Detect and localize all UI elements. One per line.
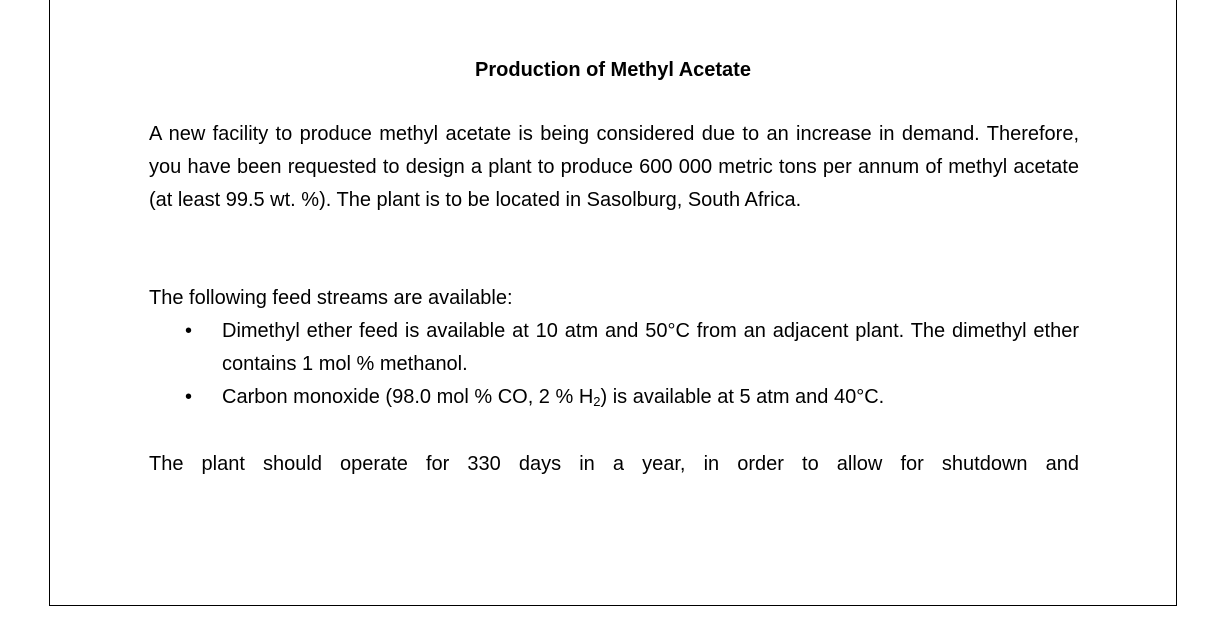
feed-item-text: Dimethyl ether feed is available at 10 atm and 50°C from an adjacent plant. The dimethyl ether contains 1 mol % methanol. <box>222 320 1079 375</box>
feed-item-dimethyl-ether <box>149 315 1079 381</box>
feeds-heading: The following feed streams are available: <box>149 287 513 309</box>
bullet-icon: • <box>185 320 193 342</box>
hydrogen-subscript: 2 <box>593 394 601 409</box>
feed-item-text-end: ) is available at 5 atm and 40°C. <box>600 386 885 408</box>
operation-paragraph: The plant should operate for 330 days in a year, in order to allow for shutdown and <box>149 453 1079 475</box>
bullet-icon: • <box>185 386 193 408</box>
document-page <box>49 0 1177 606</box>
feed-list <box>149 315 1079 414</box>
intro-paragraph: A new facility to produce methyl acetate is being considered due to an increase in demand. Therefore, you have been requested to design a plant to produce 600 000 metric tons per annum of methyl acetate (at least 99.5 wt. %). The plant is to be located in Sasolburg, South Africa. <box>149 123 1079 211</box>
feed-item-text <box>222 386 884 408</box>
document-title: Production of Methyl Acetate <box>475 59 751 81</box>
feed-item-text-start: Carbon monoxide (98.0 mol % CO, 2 % H <box>222 386 594 408</box>
feed-item-carbon-monoxide <box>149 381 1079 414</box>
